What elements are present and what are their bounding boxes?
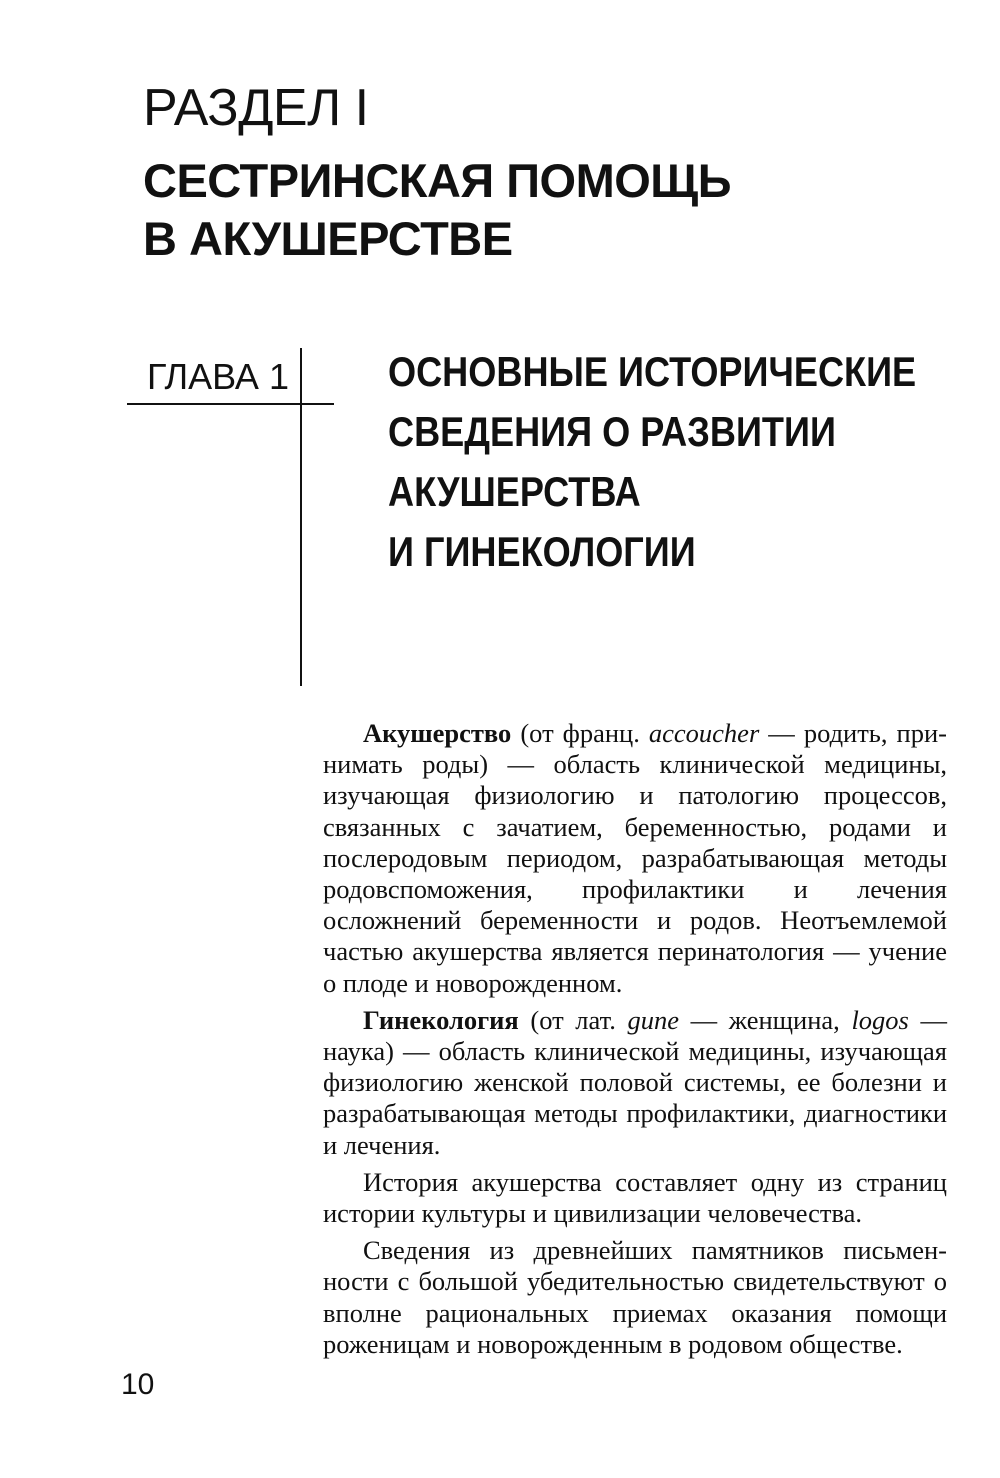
paragraph-obstetrics (323, 718, 947, 999)
chapter-rule-horizontal (127, 403, 334, 405)
term-gynecology: Гинекология (363, 1004, 519, 1035)
chapter-title-line: СВЕДЕНИЯ О РАЗВИТИИ (388, 408, 836, 455)
paragraph-text: (от лат. (518, 1004, 628, 1035)
paragraph-gynecology (323, 1005, 947, 1161)
section-title-line: СЕСТРИНСКАЯ ПОМОЩЬ (143, 154, 731, 207)
paragraph-history: История акушерства составляет одну из страниц истории культуры и цивилизации человечества. (323, 1166, 947, 1229)
foreign-word: accoucher (648, 718, 760, 748)
chapter-label: ГЛАВА 1 (147, 356, 289, 397)
foreign-word: gune (627, 1004, 679, 1035)
page-number: 10 (121, 1368, 155, 1401)
chapter-title-line: ОСНОВНЫЕ ИСТОРИЧЕСКИЕ (388, 348, 917, 395)
paragraph-ancient-sources: Сведения из древнейших памятников письменности с большой убедительностью свидетельствуют о вполне рациональных приемах оказания помощи роженицам и новорожденным в родовом обществе. (323, 1235, 947, 1359)
chapter-rule-vertical (300, 348, 302, 686)
paragraph-text: — наука) — область клинической медицины, изучающая физиологию женской половой системы, ее болезни и разрабатывающая методы профилактики, диагностики и лечения. (323, 1004, 948, 1160)
term-obstetrics: Акушерство (363, 718, 512, 748)
section-title (143, 152, 731, 268)
paragraph-text: (от франц. (511, 718, 649, 748)
chapter-title (388, 342, 916, 582)
chapter-title-line: И ГИНЕКОЛОГИИ (388, 528, 696, 575)
chapter-title-line: АКУШЕРСТВА (388, 468, 641, 515)
section-title-line: В АКУШЕРСТВЕ (143, 212, 513, 265)
section-label: РАЗДЕЛ I (143, 79, 369, 137)
foreign-word: logos (851, 1004, 909, 1035)
paragraph-text: — родить, принимать роды) — область клинической медицины, изучающая физиологию и патологию процессов, связанных с зачатием, беременностью, родами и послеродовым периодом, разрабатывающая методы родовспоможения, профилактики и лечения осложнений беременности и родов. Неотъемлемой частью акушерства является перинатология — учение о плоде и новорожденном. (323, 718, 947, 998)
body-text (323, 718, 947, 1366)
paragraph-text: — женщина, (678, 1004, 852, 1035)
